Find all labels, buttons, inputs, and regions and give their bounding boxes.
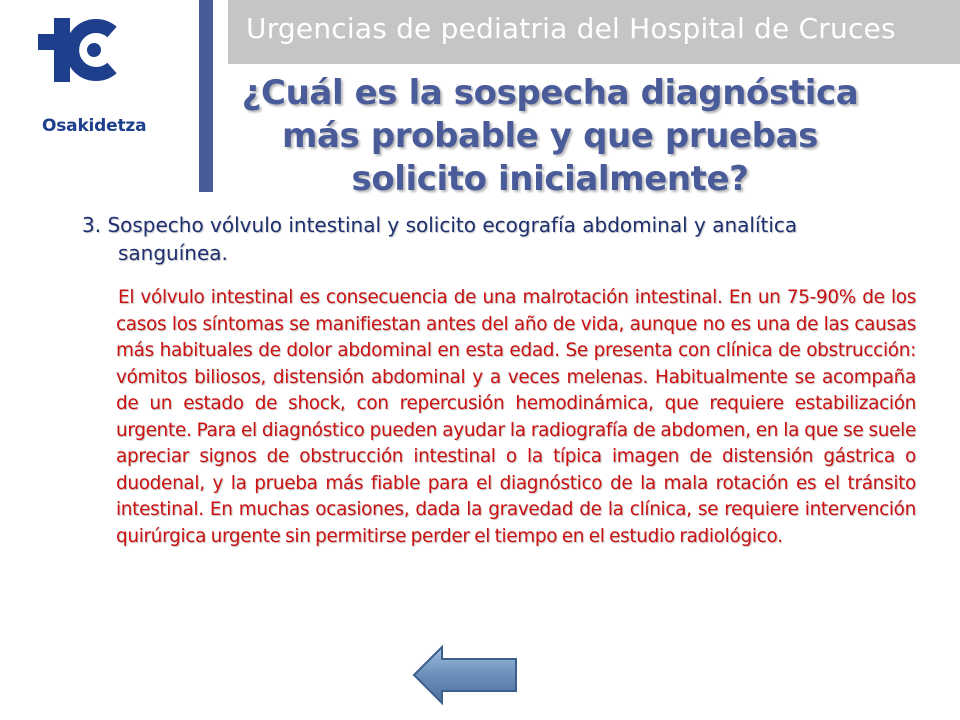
question-line-2: más probable y que pruebas — [281, 116, 818, 156]
answer-statement — [82, 211, 932, 267]
left-arrow-icon[interactable] — [412, 645, 520, 705]
logo-text: Osakidetza — [42, 116, 147, 136]
osakidetza-logo — [20, 10, 190, 140]
question-line-1: ¿Cuál es la sospecha diagnóstica — [241, 73, 859, 113]
header-accent-bar — [199, 0, 213, 192]
question-heading — [220, 72, 880, 201]
answer-line-1: 3. Sospecho vólvulo intestinal y solicito ecografía abdominal y analítica — [82, 213, 798, 237]
back-button[interactable] — [412, 645, 520, 705]
question-line-3: solicito inicialmente? — [351, 159, 749, 199]
header-title: Urgencias de pediatria del Hospital de Cruces — [246, 12, 896, 45]
answer-line-2: sanguínea. — [118, 241, 228, 265]
osakidetza-symbol-icon — [20, 10, 190, 110]
explanation-paragraph: El vólvulo intestinal es consecuencia de una malrotación intestinal. En un 75-90% de los casos los síntomas se manifiestan antes del año de vida, aunque no es una de las causas más habituales de dolor abdominal en esta edad. Se presenta con clínica de obstrucción: vómitos biliosos, distensión abdominal y a veces melenas. Habitualmente se acompaña de un estado de shock, con repercusión hemodinámica, que requiere estabilización urgente. Para el diagnóstico pueden ayudar la radiografía de abdomen, en la que se suele apreciar signos de obstrucción intestinal o la típica imagen de distensión gástrica o duodenal, y la prueba más fiable para el diagnóstico de la mala rotación es el tránsito intestinal. En muchas ocasiones, dada la gravedad de la clínica, se requiere intervención quirúrgica urgente sin permitirse perder el tiempo en el estudio radiológico. — [116, 287, 916, 547]
